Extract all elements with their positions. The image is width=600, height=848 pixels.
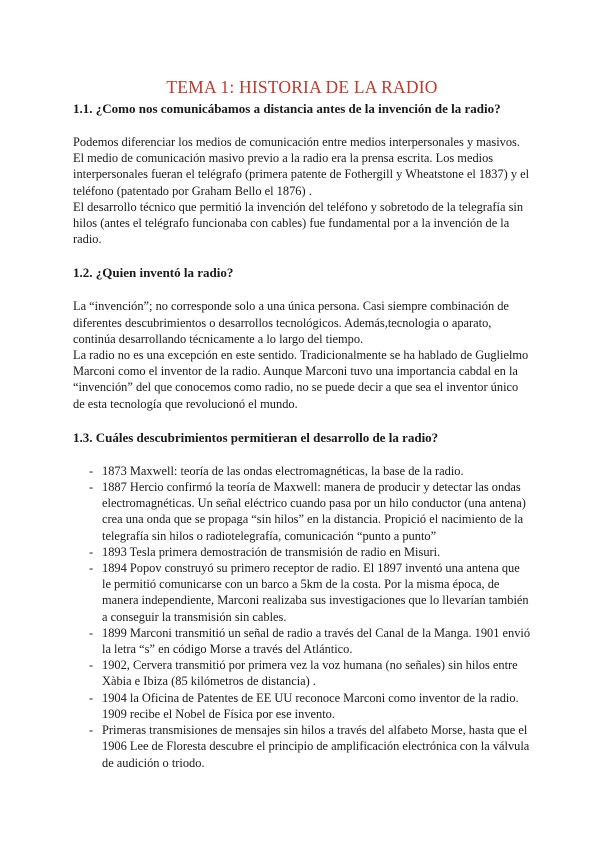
paragraph: El medio de comunicación masivo previo a la radio era la prensa escrita. Los medios interpersonales fueran el telégrafo (primera patente de Fothergill y Wheatstone el 1837) y el teléfono (patentado por Graham Bello el 1876) . [73, 151, 530, 198]
paragraph: La “invención”; no corresponde solo a una única persona. Casi siempre combinación de diferentes descubrimientos o desarrollos tecnológicos. Además,tecnologia o aparato, continúa desarrollando técnicamente a lo largo del tiempo. [73, 299, 509, 346]
bullet-dash: - [89, 561, 94, 576]
paragraph: La radio no es una excepción en este sentido. Tradicionalmente se ha hablado de Guglielmo Marconi como el inventor de la radio. Aunque Marconi tuvo una importancia cabdal en la “invención” del que conocemos como radio, no se puede decir a que sea el inventor único de esta tecnología que revolucionó el mundo. [73, 348, 529, 411]
bullet-dash: - [89, 480, 94, 495]
discoveries-list [73, 463, 531, 771]
list-item: - 1887 Hercio confirmó la teoría de Maxwell: manera de producir y detectar las ondas electromagnéticas. Un señal eléctrico cuando pasa por un hilo conductor (una antena) crea una onda que se propaga “sin hilos” en la distancia. Propició el nacimiento de la telegrafía sin hilos o radiotelegrafía, comunicación “punto a punto” [89, 480, 526, 543]
list-item: - 1873 Maxwell: teoría de las ondas electromagnéticas, la base de la radio. [89, 463, 464, 478]
bullet-dash: - [89, 690, 94, 705]
list-item: - 1899 Marconi transmitió un señal de radio a través del Canal de la Manga. 1901 envió la letra “s” en código Morse a través del Atlántico. [89, 625, 531, 657]
section-heading-1-2: 1.2. ¿Quien inventó la radio? [73, 265, 234, 281]
bullet-dash: - [89, 658, 94, 673]
list-item: - 1893 Tesla primera demostración de transmisión de radio en Misuri. [89, 544, 441, 559]
paragraph: Podemos diferenciar los medios de comunicación entre medios interpersonales y masivos. [73, 135, 520, 149]
section-heading-1-3: 1.3. Cuáles descubrimientos permitieran el desarrollo de la radio? [73, 429, 439, 445]
bullet-dash: - [89, 544, 94, 559]
paragraph: El desarrollo técnico que permitió la invención del teléfono y sobretodo de la telegrafía sin hilos (antes el telégrafo funcionaba con cables) fue fundamental por a la invención de la radio. [73, 199, 524, 247]
list-item: - 1904 la Oficina de Patentes de EE UU reconoce Marconi como inventor de la radio. 1909 recibe el Nobel de Física por ese invento. [89, 690, 519, 721]
section-heading-1-1: 1.1. ¿Como nos comunicábamos a distancia antes de la invención de la radio? [73, 101, 501, 116]
list-item: - 1894 Popov construyó su primero receptor de radio. El 1897 inventó una antena que le permitió comunicarse con un barco a 5km de la costa. Por la misma época, de manera independiente, Marconi realizaba sus investigaciones que lo llevarían también a conseguir la transmisión sin cables. [89, 561, 529, 624]
page-title: TEMA 1: HISTORIA DE LA RADIO [166, 77, 438, 97]
bullet-dash: - [89, 723, 94, 738]
bullet-dash: - [89, 625, 94, 640]
document-page [73, 76, 531, 771]
bullet-dash: - [89, 463, 94, 478]
list-item: - Primeras transmisiones de mensajes sin hilos a través del alfabeto Morse, hasta que el 1906 Lee de Floresta descubre el principio de amplificación electrónica con la válvula de audición o triodo. [89, 723, 530, 770]
list-item: - 1902, Cervera transmitió por primera vez la voz humana (no señales) sin hilos entre Xàbia e Ibiza (85 kilómetros de distancia) . [89, 658, 518, 689]
